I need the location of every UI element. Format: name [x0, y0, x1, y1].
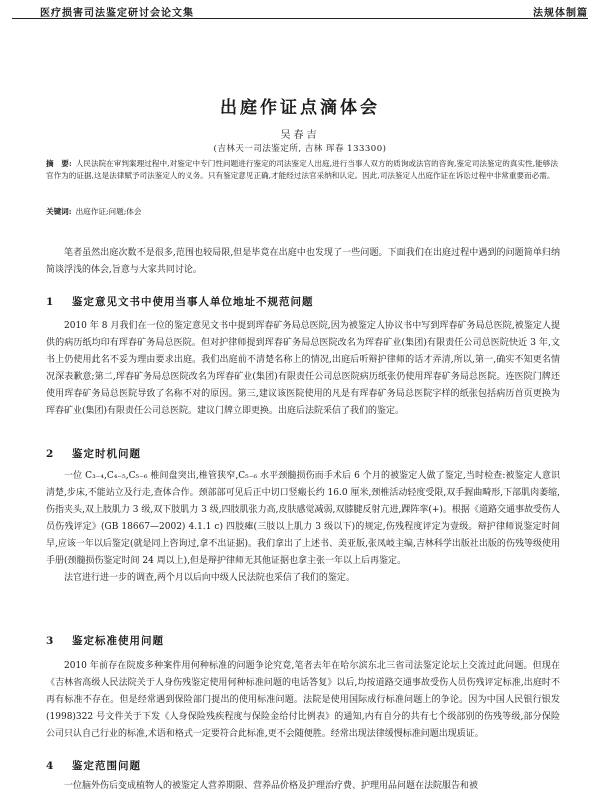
section-heading: [46, 294, 314, 309]
paragraph: 2010 年前存在院废多种案件用何种标准的问题争论究竟,笔者去年在哈尔滨东北三省司法鉴定论坛上交流过此问题。但现在《吉林省高级人民法院关于人身伤残鉴定使用何种标准问题的电话答复》以后,均按道路交通事故受伤人员伤残评定标准,出庭时不再有标准不存在。但是经常遇到保险部门提出的使用标准问题。法院是使用国际成行标准问题上的争论。因为中国人民银行银发(1998)322 号文件关于下发《人身保险残疾程度与保险金给付比例表》的通知,内有自分的共有七个级部别的伤残等级,部分保险公司只认自己行业的标准,术语和格式一定要符合此标准,更不会随便胜。经常出现法律缓慢标准问题出现质证。: [46, 661, 560, 739]
paragraph: 法官进行进一步的调查,两个月以后向中级人民法院也采信了我们的鉴定。: [64, 573, 355, 583]
section-title: 鉴定意见文书中使用当事人单位地址不规范问题: [72, 296, 314, 308]
abstract-label: 摘 要:: [46, 159, 72, 168]
header-rule: [12, 18, 588, 19]
paragraph: 2010 年 8 月我们在一位的鉴定意见文书中提到珲春矿务局总医院,因为被鉴定人协议书中写到珲春矿务局总医院,被鉴定人提供的病历纸均印有珲春矿务局总医院。但对护律师提到珲春矿务局总医院改名为珲春矿业(集团)有限责任公司总医院快近 3 年,文书上仍使用此名不妥为理由要求出庭。我们出庭前不清楚名称上的情况,出庭后听辩护律师的话才弄清,所以,第一,确实不知更名情况深表歉意;第二,珲春矿务局总医院改名为珲春矿业(集团)有限责任公司总医院病历纸张仍使用珲春矿务局总医院。连医院门牌还使用珲春矿务局总医院导致了名称不对的原因。第三,建议该医院使用的凡是有珲春矿务局总医院字样的纸张包括病历首页更换为珲春矿业(集团)有限责任公司总医院。建议门牌立即更换。出庭后法院采信了我们的鉴定。: [46, 321, 560, 416]
section-title: 鉴定标准使用问题: [72, 635, 164, 647]
running-header-right: 法规体制篇: [533, 8, 588, 19]
section-body: [46, 778, 560, 795]
section-number: 4: [46, 760, 55, 772]
article-title: 出庭作证点滴体会: [220, 98, 380, 118]
intro-text: 笔者虽然出庭次数不是很多,范围也较局限,但是毕竟在出庭中也发现了一些问题。下面我们在出庭过程中遇到的问题简单归纳简谈浮浅的体会,旨意与大家共同讨论。: [46, 248, 560, 275]
intro-paragraph: [46, 245, 560, 279]
section-body: [46, 318, 560, 420]
keywords-text: 出庭作证;问题;体会: [75, 207, 142, 216]
section-body: [46, 468, 560, 587]
section-body: [46, 658, 560, 743]
running-header-left: 医疗损害司法鉴定研讨会论文集: [40, 8, 194, 19]
section-number: 2: [46, 448, 55, 460]
abstract-text: 人民法院在审判案理过程中,对鉴定中专门性问题进行鉴定的司法鉴定人出庭,进行当事人双方的质询或法官的咨询,鉴定司法鉴定的真实性,能够法官作为的证据,这是法律赋予司法鉴定人的义务。只有鉴定意见正确,才能经过法官采纳和认定。因此,司法鉴定人出庭作证在诉讼过程中非常重要而必需。: [46, 159, 558, 180]
section-heading: [46, 633, 164, 648]
section-title: 鉴定时机问题: [72, 448, 141, 460]
section-number: 3: [46, 635, 55, 647]
abstract: [46, 158, 558, 182]
section-title: 鉴定范围问题: [72, 760, 141, 772]
author-name: 吴春吉: [280, 130, 320, 141]
paragraph: 一位 C₃₋₄,C₄₋₅,C₅₋₆ 椎间盘突出,椎管狭窄,C₅₋₆ 水平颈髓损伤而手术后 6 个月的被鉴定人做了鉴定,当时检查:被鉴定人意识清楚,步床,不能站立及行走,查体合作。颈部部可见后正中切口竖瘢长约 16.0 厘米,颈椎活动轻度受限,双手握曲畸形,下部肌肉萎缩,伤指夹头,双上肢肌力 3 级,双下肢肌力 3 级,四肢肌张力高,皮肤感觉减弱,双膝腱反射亢进,踝阵挛(+)。根据《道路交通事故受伤人员伤残评定》(GB 18667—2002) 4.1.1 c) 四肢瘫(三肢以上肌力 3 级以下)的规定,伤残程度评定为壹级。辩护律师说鉴定时间早,应该一年以后鉴定(就是同上咨询过,拿不出证据)。我们拿出了上述书、美亚版,张凤岐主编,吉林科学出版社出版的伤残等级使用手册(颈髓损伤鉴定时间 24 周以上),但是辩护律师无其他证据也拿主张一年以上后再鉴定。: [46, 471, 560, 566]
author-affiliation: (吉林天一司法鉴定所, 吉林 珲春 133300): [213, 144, 387, 154]
keywords: [46, 206, 558, 217]
paragraph: 一位脑外伤后变成植物人的被鉴定人营养期限、营养品价格及护理治疗费、护理用品问题在法院服告和被: [64, 781, 479, 791]
keywords-label: 关键词:: [46, 207, 72, 216]
section-number: 1: [46, 296, 55, 308]
section-heading: [46, 758, 141, 773]
section-heading: [46, 446, 141, 461]
